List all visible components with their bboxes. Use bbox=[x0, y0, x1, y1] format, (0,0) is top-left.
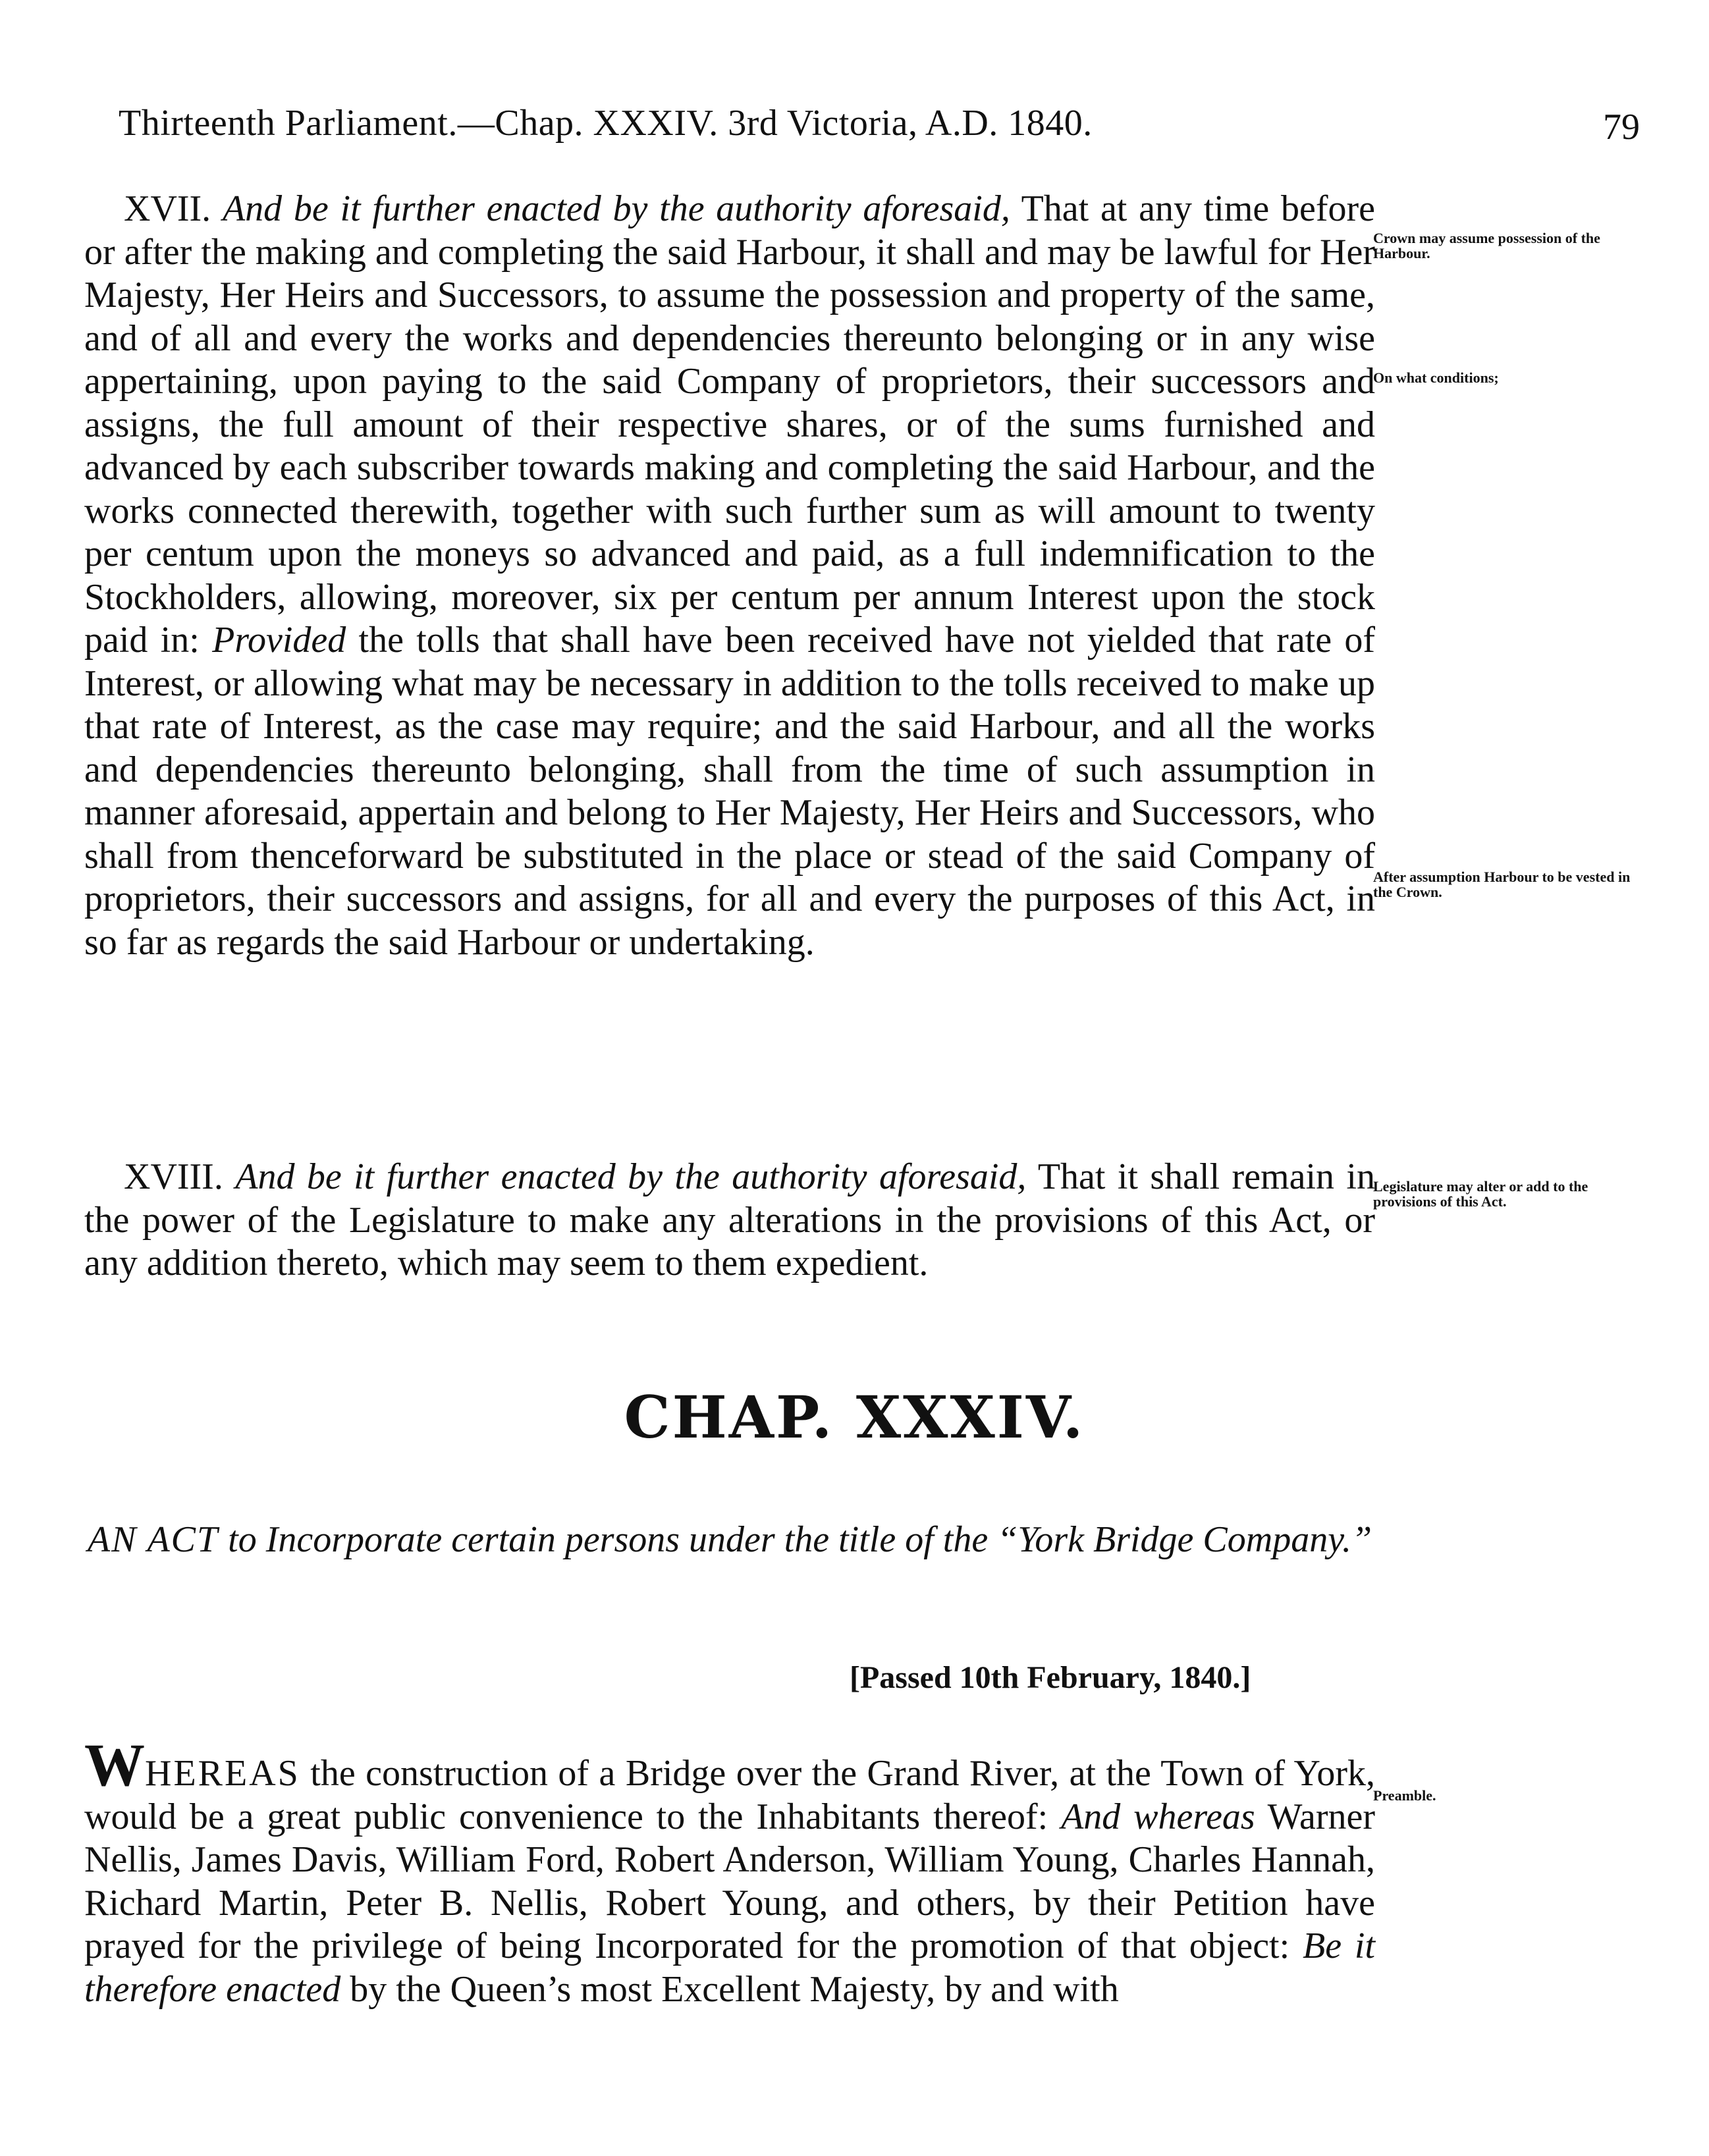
section-xvii bbox=[84, 188, 1375, 964]
preamble-text-end: by the Queen’s most Excellent Majesty, by and with bbox=[350, 1968, 1119, 2010]
proviso-word: Provided bbox=[212, 620, 346, 660]
enacting-words: Be it therefore enacted bbox=[84, 1926, 1376, 2010]
preamble-text-continued: Warner Nellis, James Davis, William Ford, Robert Anderson, William Young, Charles Hannah, Richard Martin, Peter B. Nellis, Robert Young, and others, by their Petition have prayed for the privilege of being Incorporated for the promotion of that object: bbox=[84, 1796, 1375, 1966]
and-whereas: And whereas bbox=[1061, 1796, 1255, 1837]
preamble-opening: HEREAS bbox=[145, 1753, 300, 1794]
preamble-paragraph bbox=[84, 1731, 1376, 2011]
enacting-clause: And be it further enacted by the authority aforesaid, bbox=[235, 1156, 1027, 1197]
marginal-note-vested-crown: After assumption Harbour to be vested in the Crown. bbox=[1373, 869, 1631, 900]
marginal-note-conditions: On what conditions; bbox=[1373, 369, 1499, 386]
preamble bbox=[84, 1731, 1376, 2011]
section-xviii bbox=[84, 1156, 1375, 1285]
chapter-heading: CHAP. XXXIV. bbox=[624, 1383, 1085, 1451]
section-text: That at any time before or after the making and completing the said Harbour, it shall and may be lawful for Her Majesty, Her Heirs and Successors, to assume the possession and property of the same, and of all and every the works and dependencies thereunto belonging or in any wise appertaining, upon paying to the said Company of proprietors, their successors and assigns, the full amount of their respective shares, or of the sums furnished and advanced by each subscriber towards making and completing the said Harbour, and the works connected therewith, together with such further sum as will amount to twenty per centum upon the moneys so advanced and paid, as a full indemnification to the Stockholders, allowing, moreover, six per centum per annum Interest upon the stock paid in: bbox=[84, 188, 1375, 660]
running-head: Thirteenth Parliament.—Chap. XXXIV. 3rd Victoria, A.D. 1840. bbox=[119, 103, 1093, 144]
section-number: XVIII. bbox=[124, 1156, 223, 1197]
marginal-note-legislature: Legislature may alter or add to the provisions of this Act. bbox=[1373, 1178, 1588, 1210]
preamble-text: the construction of a Bridge over the Grand River, at the Town of York, would be a great public convenience to the Inhabitants thereof: bbox=[84, 1753, 1376, 1837]
section-number: XVII. bbox=[124, 188, 211, 229]
enacting-clause: And be it further enacted by the authority aforesaid, bbox=[222, 188, 1010, 229]
drop-cap: W bbox=[84, 1731, 145, 1798]
section-xvii-paragraph bbox=[84, 188, 1375, 964]
passed-date: [Passed 10th February, 1840.] bbox=[850, 1660, 1251, 1695]
act-title bbox=[84, 1515, 1375, 1565]
page-header bbox=[119, 102, 1640, 155]
marginal-note-crown-assume: Crown may assume possession of the Harbour. bbox=[1373, 230, 1600, 261]
act-title-lead: AN ACT bbox=[87, 1519, 219, 1560]
section-xviii-paragraph bbox=[84, 1156, 1375, 1285]
act-title-text: to Incorporate certain persons under the title of the “York Bridge Company.” bbox=[228, 1519, 1372, 1560]
section-text-continued: the tolls that shall have been received have not yielded that rate of Interest, or allowing what may be necessary in addition to the tolls received to make up that rate of Interest, as the case may require; and the said Harbour, and all the works and dependencies thereunto belonging, shall from the time of such assumption in manner aforesaid, appertain and belong to Her Majesty, Her Heirs and Successors, who shall from thenceforward be substituted in the place or stead of the said Company of proprietors, their successors and assigns, for all and every the purposes of this Act, in so far as regards the said Harbour or undertaking. bbox=[84, 620, 1376, 963]
section-text: That it shall remain in the power of the Legislature to make any alterations in the provisions of this Act, or any addition thereto, which may seem to them expedient. bbox=[84, 1156, 1375, 1283]
page-number: 79 bbox=[1603, 107, 1640, 148]
marginal-note-preamble: Preamble. bbox=[1373, 1787, 1436, 1804]
